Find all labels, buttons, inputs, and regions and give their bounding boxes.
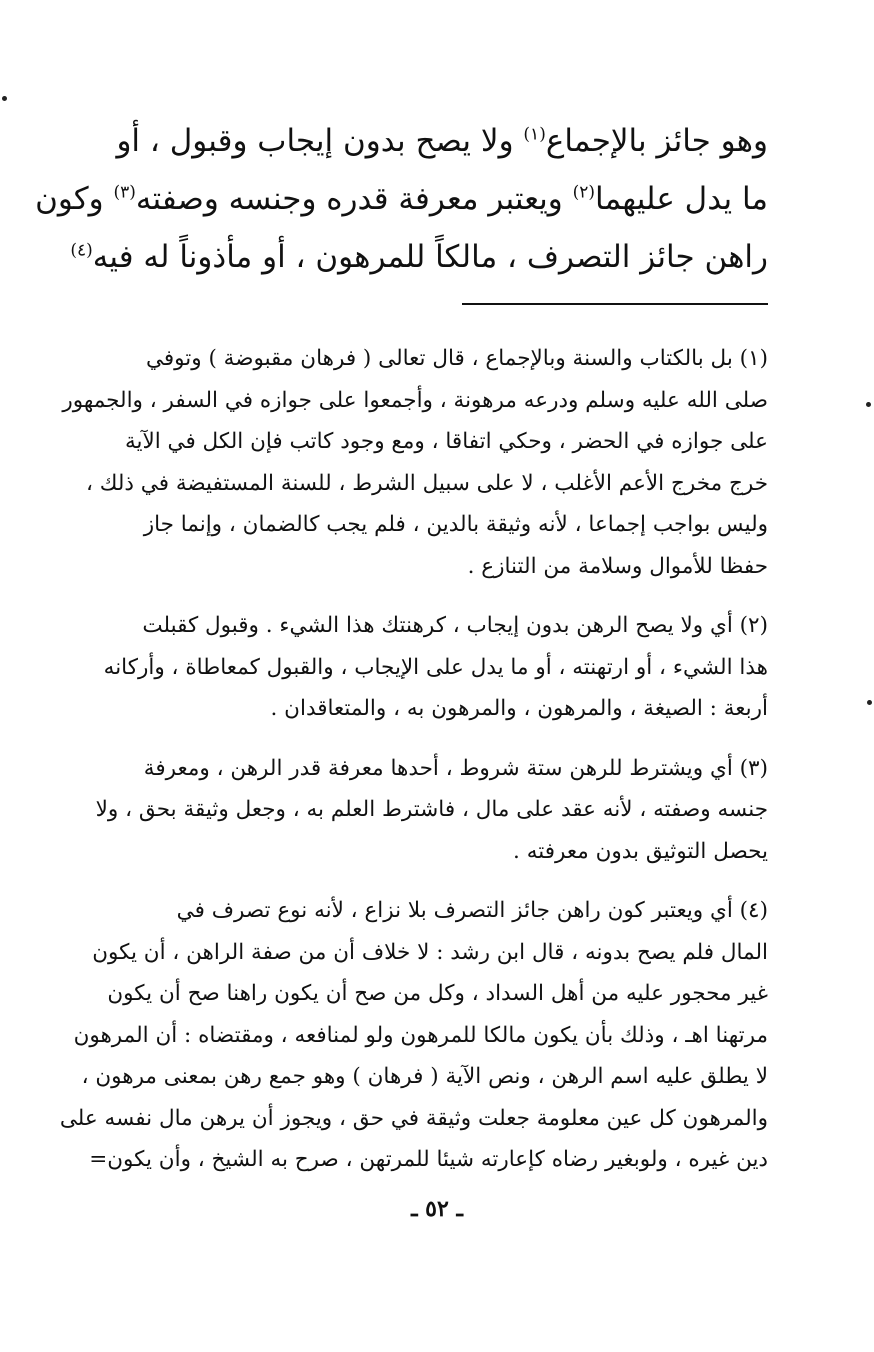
footnote-4 xyxy=(40,890,768,1181)
main-text xyxy=(35,112,768,286)
footnote-line: والمرهون كل عين معلومة جعلت وثيقة في حق ، ويجوز أن يرهن مال نفسه على xyxy=(59,1105,768,1131)
footnote-line: (٤) أي ويعتبر كون راهن جائز التصرف بلا نزاع ، لأنه نوع تصرف في xyxy=(176,898,768,923)
main-line-2-part-2: ويعتبر معرفة قدره وجنسه وصفته xyxy=(135,181,563,217)
footnote-ref-4: (٤) xyxy=(70,240,93,261)
footnote-2 xyxy=(40,605,768,730)
main-line-3 xyxy=(48,228,768,286)
scan-speck xyxy=(2,96,7,101)
footnote-separator xyxy=(462,303,768,305)
footnote-line: مرتهنا اهـ ، وذلك بأن يكون مالكا للمرهون ولو لمنافعه ، ومقتضاه : أن المرهون xyxy=(73,1022,768,1048)
footnotes xyxy=(40,338,768,1199)
footnote-line: (٣) أي ويشترط للرهن ستة شروط ، أحدها معرفة قدر الرهن ، ومعرفة xyxy=(143,755,768,781)
main-line-1-part-2: ولا يصح بدون إيجاب وقبول ، أو xyxy=(116,123,514,159)
footnote-line: على جوازه في الحضر ، وحكي اتفاقا ، ومع وجود كاتب فإن الكل في الآية xyxy=(124,429,768,454)
main-line-1 xyxy=(48,112,768,170)
footnote-line: أربعة : الصيغة ، والمرهون ، والمرهون به ، والمتعاقدان . xyxy=(270,696,768,721)
scan-speck xyxy=(866,402,871,407)
footnote-line: غير محجور عليه من أهل السداد ، وكل من صح أن يكون راهنا صح أن يكون xyxy=(107,981,768,1006)
main-line-3-text: راهن جائز التصرف ، مالكاً للمرهون ، أو مأذوناً له فيه xyxy=(92,239,768,275)
footnote-line: خرج مخرج الأعم الأغلب ، لا على سبيل الشرط ، للسنة المستفيضة في ذلك ، xyxy=(85,470,768,496)
footnote-line: دين غيره ، ولوبغير رضاه كإعارته شيئا للمرتهن ، صرح به الشيخ ، وأن يكون= xyxy=(89,1147,768,1172)
footnote-line: هذا الشيء ، أو ارتهنته ، أو ما يدل على الإيجاب ، والقبول كمعاطاة ، وأركانه xyxy=(103,654,768,680)
footnote-1 xyxy=(40,338,768,587)
footnote-3 xyxy=(40,748,768,873)
page-number: ـ ٥٢ ـ xyxy=(411,1196,463,1222)
main-line-1-part-1: وهو جائز بالإجماع xyxy=(545,123,768,159)
footnote-line: (١) بل بالكتاب والسنة وبالإجماع ، قال تعالى ( فرهان مقبوضة ) وتوفي xyxy=(145,346,768,371)
main-line-2-part-3: وكون xyxy=(35,181,104,217)
footnote-line: جنسه وصفته ، لأنه عقد على مال ، فاشترط العلم به ، وجعل وثيقة بحق ، ولا xyxy=(95,797,768,822)
main-line-2 xyxy=(35,170,768,228)
footnote-line: المال فلم يصح بدونه ، قال ابن رشد : لا خلاف أن من صفة الراهن ، أن يكون xyxy=(92,939,768,965)
main-line-2-part-1: ما يدل عليهما xyxy=(595,181,768,217)
footnote-ref-3: (٣) xyxy=(113,182,136,203)
footnote-ref-2: (٢) xyxy=(572,182,596,203)
footnote-line: وليس بواجب إجماعا ، لأنه وثيقة بالدين ، فلم يجب كالضمان ، وإنما جاز xyxy=(143,512,768,537)
footnote-ref-1: (١) xyxy=(523,124,546,145)
scan-speck xyxy=(867,700,872,705)
footnote-line: (٢) أي ولا يصح الرهن بدون إيجاب ، كرهنتك هذا الشيء . وقبول كقبلت xyxy=(142,613,768,638)
footnote-line: لا يطلق عليه اسم الرهن ، ونص الآية ( فرهان ) وهو جمع رهن بمعنى مرهون ، xyxy=(81,1064,768,1089)
footnote-line: يحصل التوثيق بدون معرفته . xyxy=(513,838,768,864)
footnote-line: صلى الله عليه وسلم ودرعه مرهونة ، وأجمعوا على جوازه في السفر ، والجمهور xyxy=(62,387,768,413)
footnote-line: حفظا للأموال وسلامة من التنازع . xyxy=(467,553,768,579)
